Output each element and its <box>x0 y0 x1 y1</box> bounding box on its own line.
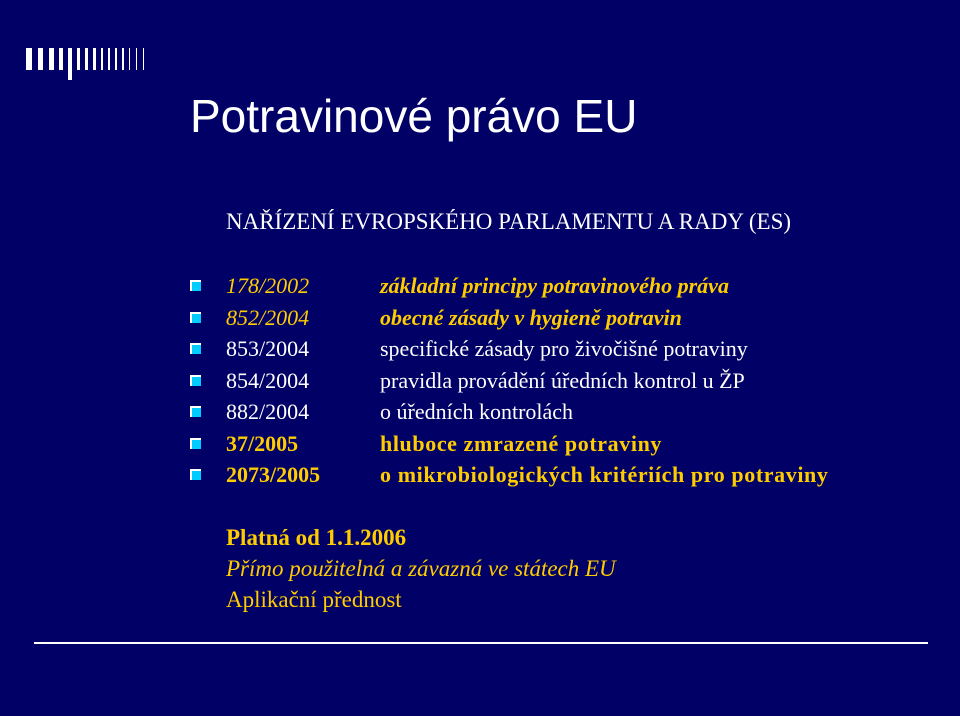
square-bullet-icon <box>190 469 201 480</box>
stripe <box>93 48 96 70</box>
stripe <box>122 48 124 70</box>
regulation-description: pravidla provádění úředních kontrol u ŽP <box>380 367 745 393</box>
list-item <box>190 459 930 491</box>
regulation-number: 882/2004 <box>226 399 310 424</box>
notes-block <box>226 522 616 615</box>
square-bullet-icon <box>190 406 201 417</box>
list-item <box>190 396 930 428</box>
stripe <box>101 48 103 70</box>
list-item <box>190 428 930 460</box>
list-item <box>190 365 930 397</box>
priority-note: Aplikační přednost <box>226 587 402 612</box>
regulation-heading: NAŘÍZENÍ EVROPSKÉHO PARLAMENTU A RADY (ES) <box>226 209 792 234</box>
square-bullet-icon <box>190 438 201 449</box>
stripe <box>85 48 88 70</box>
regulation-description: základní principy potravinového práva <box>380 273 729 298</box>
list-item <box>190 333 930 365</box>
square-bullet-icon <box>190 375 201 386</box>
regulation-number: 37/2005 <box>226 430 299 456</box>
stripe <box>115 48 117 70</box>
stripe <box>77 48 80 70</box>
regulation-description: o úředních kontrolách <box>380 399 574 424</box>
corner-stripes-decoration <box>26 48 216 88</box>
regulation-description: obecné zásady v hygieně potravin <box>380 304 682 330</box>
slide-title: Potravinové právo EU <box>190 90 638 142</box>
regulation-number: 853/2004 <box>226 336 310 361</box>
stripe <box>38 48 43 70</box>
stripe <box>59 48 63 70</box>
regulation-description: specifické zásady pro živočišné potraviny <box>380 336 748 361</box>
regulation-list <box>190 270 930 491</box>
bottom-divider <box>34 642 928 644</box>
stripe <box>129 48 130 70</box>
list-item <box>190 302 930 334</box>
stripe <box>136 48 137 70</box>
stripe <box>49 48 54 70</box>
regulation-description: o mikrobiologických kritériích pro potraviny <box>380 462 829 487</box>
regulation-description: hluboce zmrazené potraviny <box>380 430 663 456</box>
stripe <box>143 48 144 70</box>
square-bullet-icon <box>190 280 201 291</box>
list-item <box>190 270 930 302</box>
regulation-number: 852/2004 <box>226 304 310 330</box>
stripe <box>26 48 32 70</box>
stripe <box>68 48 72 80</box>
regulation-number: 854/2004 <box>226 367 310 393</box>
square-bullet-icon <box>190 343 201 354</box>
stripe <box>108 48 110 70</box>
direct-applicability-note: Přímo použitelná a závazná ve státech EU <box>226 556 616 581</box>
valid-from-note: Platná od 1.1.2006 <box>226 525 407 550</box>
square-bullet-icon <box>190 312 201 323</box>
regulation-number: 2073/2005 <box>226 462 321 487</box>
regulation-number: 178/2002 <box>226 273 310 298</box>
